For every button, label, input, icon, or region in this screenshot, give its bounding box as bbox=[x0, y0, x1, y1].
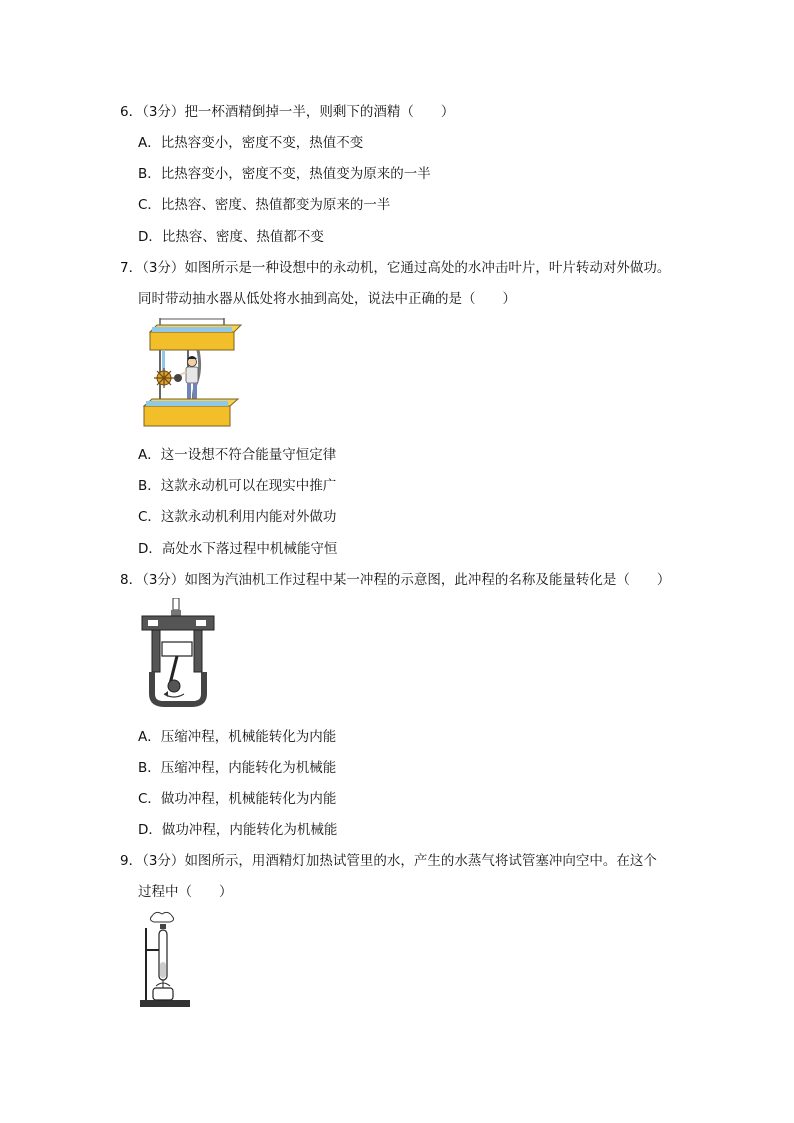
engine-stroke-figure bbox=[138, 598, 218, 708]
question-7-stem bbox=[120, 259, 670, 277]
perpetual-motion-figure bbox=[138, 318, 242, 430]
question-8-option-a: A．压缩冲程，机械能转化为内能 bbox=[138, 729, 337, 745]
question-score: （3分） bbox=[142, 572, 185, 588]
question-text: 如图所示，用酒精灯加热试管里的水，产生的水蒸气将试管塞冲向空中。在这个 bbox=[184, 853, 657, 869]
question-8-option-c: C．做功冲程，机械能转化为内能 bbox=[138, 791, 337, 807]
question-text: 如图为汽油机工作过程中某一冲程的示意图，此冲程的名称及能量转化是（ ） bbox=[184, 572, 671, 588]
question-7-option-a: A．这一设想不符合能量守恒定律 bbox=[138, 447, 337, 463]
question-6-stem bbox=[120, 103, 454, 121]
question-number: 6． bbox=[120, 104, 143, 120]
question-6-option-d: D．比热容、密度、热值都不变 bbox=[138, 229, 324, 245]
question-6-option-a: A．比热容变小，密度不变，热值不变 bbox=[138, 135, 364, 151]
test-tube-figure bbox=[138, 910, 194, 1010]
question-8-option-d: D．做功冲程，内能转化为机械能 bbox=[138, 822, 338, 838]
question-text: 如图所示是一种设想中的永动机，它通过高处的水冲击叶片，叶片转动对外做功。 bbox=[184, 260, 671, 276]
question-score: （3分） bbox=[142, 104, 185, 120]
question-8-stem bbox=[120, 571, 670, 589]
question-number: 9． bbox=[120, 853, 143, 869]
question-7-option-b: B．这款永动机可以在现实中推广 bbox=[138, 478, 337, 494]
question-8-option-b: B．压缩冲程，内能转化为机械能 bbox=[138, 760, 337, 776]
question-text: 把一杯酒精倒掉一半，则剩下的酒精（ ） bbox=[184, 104, 455, 120]
question-score: （3分） bbox=[142, 853, 185, 869]
question-7-stem-line-2: 同时带动抽水器从低处将水抽到高处，说法中正确的是（ ） bbox=[138, 291, 516, 307]
question-6-option-b: B．比热容变小，密度不变，热值变为原来的一半 bbox=[138, 166, 431, 182]
question-9-stem bbox=[120, 852, 657, 870]
question-6-option-c: C．比热容、密度、热值都变为原来的一半 bbox=[138, 197, 391, 213]
question-score: （3分） bbox=[142, 260, 185, 276]
question-9-stem-line-2: 过程中（ ） bbox=[138, 884, 233, 900]
question-7-option-d: D．高处水下落过程中机械能守恒 bbox=[138, 541, 338, 557]
question-number: 8． bbox=[120, 572, 143, 588]
question-7-option-c: C．这款永动机利用内能对外做功 bbox=[138, 509, 337, 525]
question-number: 7． bbox=[120, 260, 143, 276]
